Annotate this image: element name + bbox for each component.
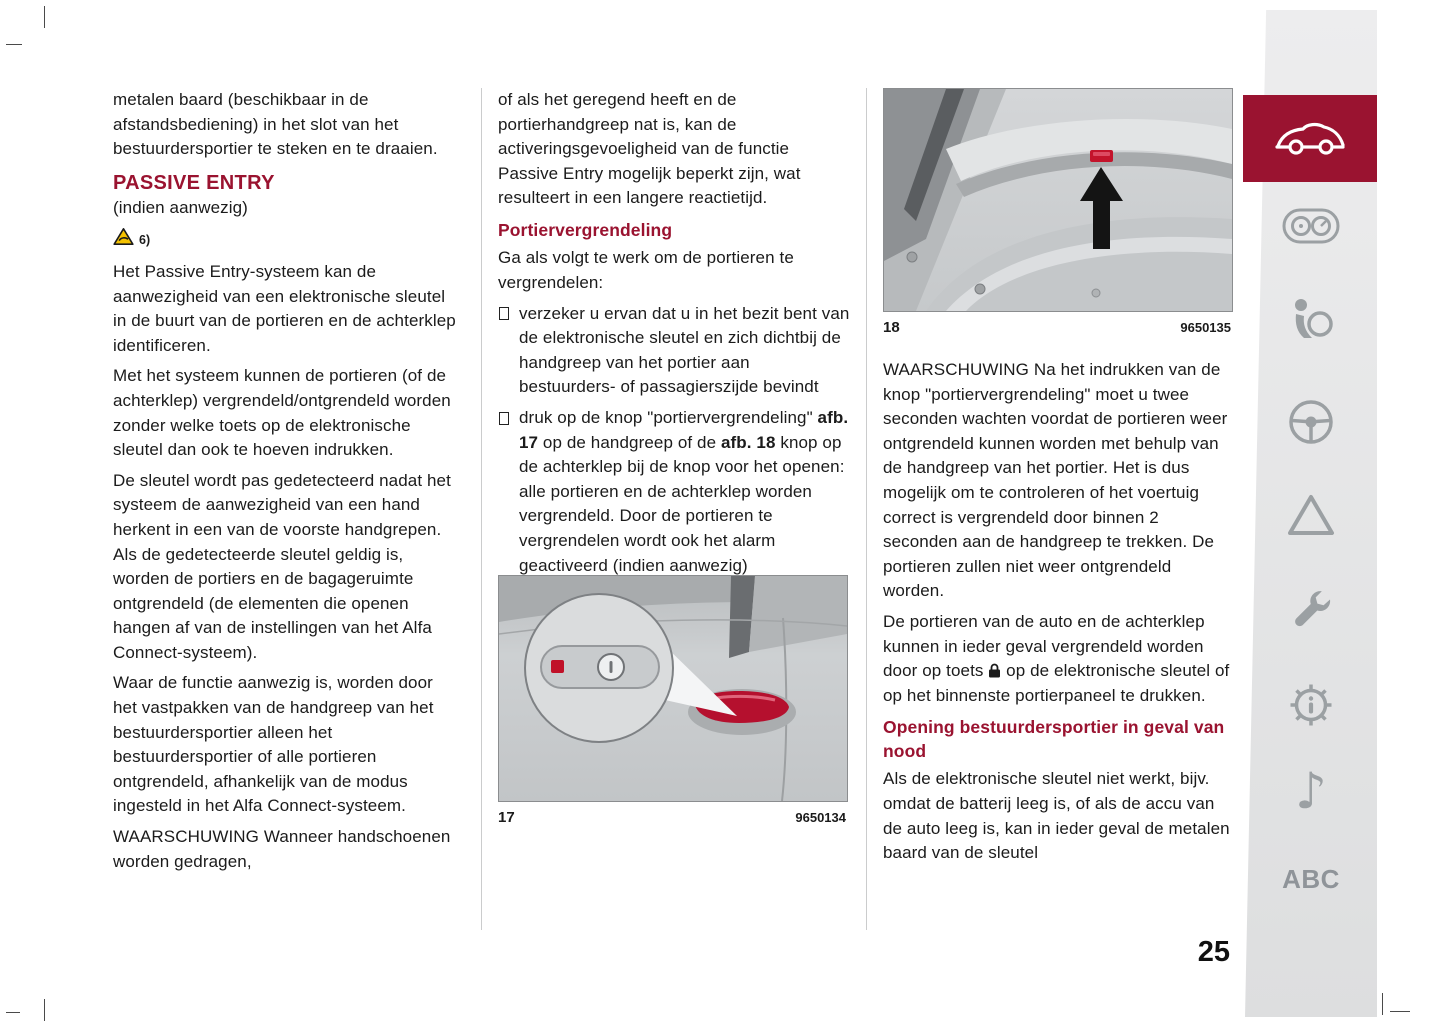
- list-item: [498, 406, 850, 578]
- sidebar-item-emergency: [1245, 492, 1377, 538]
- availability-note: (indien aanwezig): [113, 197, 248, 217]
- sidebar-item-driving: [1245, 398, 1377, 446]
- figure-18-photo-tailgate-button: [883, 88, 1233, 312]
- sidebar-item-technical-data: [1245, 681, 1377, 729]
- figure-code: 9650135: [1180, 320, 1231, 335]
- footnote-number: 6): [139, 233, 151, 248]
- paragraph: WAARSCHUWING Wanneer handschoenen worden gedragen,: [113, 827, 451, 871]
- paragraph: Waar de functie aanwezig is, worden door het vastpakken van de handgreep van het bestuurdersportier alleen het bestuurdersportier of alle portieren ontgrendeld, afhankelijk van de modus ingesteld in het Alfa Connect-systeem.: [113, 673, 434, 816]
- instrument-panel-icon: [1282, 208, 1340, 244]
- warning-triangle-icon: [1286, 492, 1336, 538]
- column-2: [498, 88, 850, 584]
- sidebar-item-maintenance: [1245, 586, 1377, 632]
- page-number: 25: [1197, 936, 1230, 968]
- lock-icon: [988, 663, 1001, 678]
- crop-mark-bottom-right-h: [1390, 1011, 1410, 1012]
- text-run: De portieren van de auto en de achterklep kunnen in ieder geval vergrendeld worden door op toets: [883, 611, 1205, 681]
- figure-17-photo-door-handle: [498, 575, 848, 802]
- figure-18-caption: [883, 319, 1231, 336]
- square-bullet-icon: [499, 412, 509, 425]
- gear-info-icon: [1287, 681, 1335, 729]
- figure-18: [883, 88, 1231, 336]
- figure-number: 17: [498, 809, 515, 826]
- figure-17: [498, 575, 846, 826]
- car-icon: [1273, 118, 1347, 160]
- paragraph: Ga als volgt te werk om de portieren te vergrendelen:: [498, 248, 794, 293]
- subsection-heading-portiervergrendeling: Portiervergrendeling: [498, 219, 673, 240]
- column-1: [113, 88, 458, 880]
- figure-number: 18: [883, 319, 900, 336]
- sidebar-tab-active-car-section: [1243, 95, 1377, 182]
- section-heading-passive-entry: PASSIVE ENTRY: [113, 171, 275, 194]
- text-run: op de elektronische sleutel of op het binnenste portierpaneel te drukken.: [883, 661, 1230, 705]
- crop-mark-bottom-left-h: [6, 1012, 20, 1013]
- sidebar-item-multimedia: [1245, 762, 1377, 820]
- crop-mark-top-left-h: [6, 44, 22, 45]
- music-note-icon: ♪: [1295, 762, 1327, 820]
- steering-wheel-icon: [1287, 398, 1335, 446]
- list-item: [498, 302, 850, 400]
- crop-mark-top-left-v: [44, 6, 45, 28]
- paragraph: WAARSCHUWING Na het indrukken van de knop "portiervergrendeling" moet u twee seconden wachten voordat de portieren weer ontgrendeld kunnen worden met behulp van de handgreep van het portier. Het is dus mogelijk om te controleren of het voertuig correct is vergrendeld door binnen 2 seconden aan de handgreep te trekken. De portieren zullen niet weer ontgrendeld worden.: [883, 360, 1228, 601]
- paragraph: metalen baard (beschikbaar in de afstandsbediening) in het slot van het bestuurdersportier te steken en te draaien.: [113, 90, 438, 159]
- paragraph: [883, 610, 1233, 708]
- crop-mark-bottom-left-v: [44, 999, 45, 1021]
- sidebar-item-dashboard: [1245, 208, 1377, 244]
- column-divider-2: [866, 88, 867, 930]
- airbag-icon: [1288, 296, 1334, 342]
- list-item-text: [519, 408, 848, 575]
- wrench-icon: [1288, 586, 1334, 632]
- paragraph: Als de elektronische sleutel niet werkt, bijv. omdat de batterij leeg is, of als de accu van de auto leeg is, kan in ieder geval de metalen baard van de sleutel: [883, 769, 1230, 863]
- figure-17-caption: [498, 809, 846, 826]
- square-bullet-icon: [499, 307, 509, 320]
- footnote-reference-row: [113, 227, 458, 252]
- figure-reference: afb. 17: [519, 408, 849, 452]
- paragraph: Met het systeem kunnen de portieren (of de achterklep) vergrendeld/ontgrendeld worden zonder welke toets op de elektronische sleutel dan ook te hoeven indrukken.: [113, 366, 451, 460]
- figure-reference: afb. 18: [720, 432, 776, 452]
- figure-code: 9650134: [795, 810, 846, 825]
- text-run: knop op de achterklep bij de knop voor het openen: alle portieren en de achterklep worden vergrendeld. Door de portieren te vergrendelen wordt ook het alarm geactiveerd (indien aanwezig): [519, 432, 845, 575]
- paragraph: of als het geregend heeft en de portierhandgreep nat is, kan de activeringsgevoeligheid van de functie Passive Entry mogelijk beperkt zijn, wat resulteert in een langere reactietijd.: [498, 90, 801, 208]
- column-divider-1: [481, 88, 482, 930]
- subsection-heading-emergency-opening: Opening bestuurdersportier in geval van nood: [883, 717, 1225, 761]
- paragraph: De sleutel wordt pas gedetecteerd nadat het systeem de aanwezigheid van een hand herkent in een van de voorste handgrepen. Als de gedetecteerde sleutel geldig is, worden de portiers en de bagageruimte ontgrendeld (de elementen die openen hangen af van de instellingen van het Alfa Connect-systeem).: [113, 470, 451, 662]
- sidebar-item-safety: [1245, 296, 1377, 342]
- sidebar-item-index: ABC: [1282, 864, 1340, 894]
- text-run: druk op de knop "portiervergrendeling": [519, 408, 818, 428]
- column-3: [883, 358, 1233, 872]
- paragraph: Het Passive Entry-systeem kan de aanwezigheid van een elektronische sleutel in de buurt van de portieren en de achterklep identificeren.: [113, 261, 456, 355]
- text-run: op de handgreep of de: [538, 432, 721, 452]
- warning-triangle-note-icon: [113, 227, 134, 246]
- list-item-text: verzeker u ervan dat u in het bezit bent van de elektronische sleutel en zich dichtbij de handgreep van het portier aan bestuurders- of passagierszijde bevindt: [519, 303, 850, 397]
- crop-mark-bottom-right-v: [1382, 993, 1383, 1015]
